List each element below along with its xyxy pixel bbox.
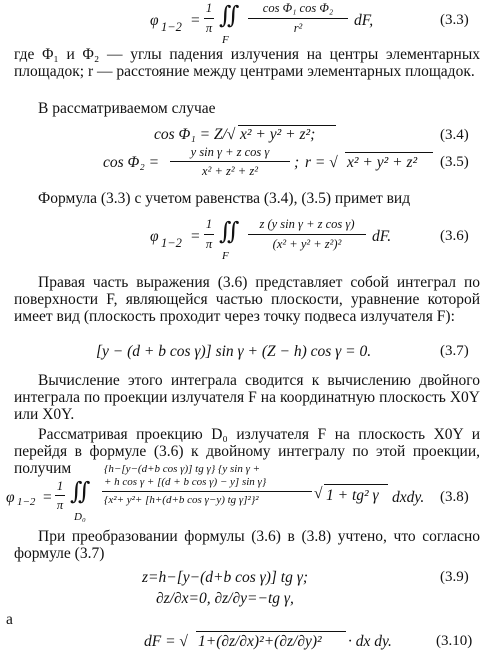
eq-3-6-bar (248, 234, 366, 235)
eq-3-8-frac-num: 1 (56, 479, 64, 493)
eq-3-6-lhs-sub: 1−2 (161, 236, 182, 250)
eq-3-3-equals: = (190, 12, 201, 29)
eq-3-5-r-eq: r = √ (305, 154, 338, 171)
eq-3-3-number: (3.3) (440, 12, 469, 28)
eq-3-8-integral: ∬ (70, 479, 91, 505)
eq-3-8-number: (3.8) (440, 489, 469, 505)
eq-3-3-frac-den: π (205, 21, 213, 35)
eq-3-3-lhs: φ (150, 12, 159, 29)
eq-3-10-lhs: dF = √ (144, 633, 188, 650)
eq-3-8-equals: = (42, 489, 53, 506)
eq-3-5-sqrt-bar (345, 152, 433, 153)
paragraph-5: Вычисление этого интеграла сводится к вычислению двойного интеграла по проекции излучателя F на координатную плоскость X0Y или X0Y. (14, 372, 480, 423)
word-a: а (6, 611, 13, 628)
eq-3-10-number: (3.10) (436, 633, 473, 649)
eq-3-7-number: (3.7) (440, 343, 469, 359)
eq-3-3-integral-sub: F (222, 34, 229, 46)
eq-3-5-bar (170, 161, 290, 162)
eq-3-8-lhs-sub: 1−2 (17, 496, 36, 508)
eq-3-3-bar (248, 18, 348, 19)
paragraph-2: В рассматриваемом случае (38, 100, 216, 117)
eq-3-5-lhs: cos Φ₂ = (103, 154, 160, 171)
eq-3-3-tail: dF, (354, 12, 374, 29)
eq-3-6-den: (x² + y² + z²)² (272, 237, 342, 251)
eq-3-8-integral-sub: D₀ (74, 511, 86, 523)
paragraph-6: Рассматривая проекцию D₀ излучателя F на плоскость X0Y и перейдя в формуле (3.6) к двойному интегралу по этой проекции, получим (14, 426, 480, 477)
eq-3-8-sqrt: √ (314, 485, 323, 502)
eq-3-3-frac-bar (204, 18, 214, 19)
eq-3-9-line2: ∂z/∂x=0, ∂z/∂y=−tg γ, (156, 590, 294, 607)
eq-3-4-radicand: x² + y² + z²; (240, 126, 316, 143)
eq-3-3-frac-num: 1 (205, 1, 213, 15)
eq-3-3-lhs-sub: 1−2 (161, 20, 182, 34)
eq-3-6-frac-bar (204, 234, 214, 235)
eq-3-6-lhs: φ (150, 228, 159, 245)
eq-3-6-frac-num: 1 (205, 217, 213, 231)
eq-3-10-tail: · dx dy. (348, 633, 392, 650)
eq-3-3-integral: ∬ (219, 3, 240, 29)
eq-3-8-num-line1: {h−[y−(d+b cos γ)] tg γ} {y sin γ + (104, 463, 261, 475)
eq-3-6-equals: = (190, 228, 201, 245)
eq-3-6-tail: dF. (372, 228, 392, 245)
paragraph-4: Правая часть выражения (3.6) представляет собой интеграл по поверхности F, являющейся частью плоскости, уравнение которой имеет вид (плоскость проходит через точку подвеса излучателя F): (14, 274, 480, 325)
eq-3-8-sqrt-bar (324, 484, 388, 485)
eq-3-8-bar (102, 491, 312, 492)
paragraph-7: При преобразовании формулы (3.6) в (3.8) учтено, что согласно формуле (3.7) (14, 528, 480, 562)
eq-3-5-sep: ; (294, 154, 300, 171)
eq-3-10-radicand: 1+(∂z/∂x)²+(∂z/∂y)² (198, 633, 322, 650)
eq-3-6-num: z (y sin γ + z cos γ) (259, 217, 355, 231)
eq-3-8-frac-den: π (56, 498, 64, 512)
eq-3-5-den: x² + z² + z² (202, 164, 258, 178)
eq-3-9-number: (3.9) (440, 569, 469, 585)
paragraph-1: где Φ₁ и Φ₂ — углы падения излучения на центры элементарных площадок; r — расстояние между центрами элементарных площадок. (14, 46, 480, 80)
eq-3-8-lhs: φ (6, 489, 15, 506)
eq-3-6-frac-den: π (205, 237, 213, 251)
eq-3-6-number: (3.6) (440, 228, 469, 244)
eq-3-8-radicand: 1 + tg² γ (326, 487, 379, 504)
eq-3-3-den: r² (293, 21, 303, 35)
eq-3-6-integral: ∬ (219, 219, 240, 245)
eq-3-9-line1: z=h−[y−(d+b cos γ)] tg γ; (142, 569, 308, 586)
eq-3-8-frac-bar (55, 495, 65, 496)
eq-3-3-num: cos Φ₁ cos Φ₂ (262, 1, 334, 15)
eq-3-5-num: y sin γ + z cos γ (190, 145, 270, 159)
eq-3-5-number: (3.5) (440, 154, 469, 170)
eq-3-10-sqrt-bar (196, 631, 346, 632)
eq-3-8-num-line2: + h cos γ + [(d + b cos γ) − y] sin γ} (104, 476, 267, 488)
eq-3-8-tail: dxdy. (392, 489, 425, 506)
eq-3-4-body: cos Φ₁ = Z/√ (154, 126, 236, 143)
eq-3-4-number: (3.4) (440, 127, 469, 143)
eq-3-6-integral-sub: F (222, 250, 229, 262)
eq-3-5-radicand: x² + y² + z² (347, 154, 418, 171)
paragraph-3: Формула (3.3) с учетом равенства (3.4), (3.5) примет вид (38, 190, 411, 207)
eq-3-7-body: [y − (d + b cos γ)] sin γ + (Z − h) cos γ = 0. (96, 343, 372, 360)
eq-3-8-den: {x²+ y²+ [h+(d+b cos γ−y) tg γ]²}² (104, 494, 259, 506)
